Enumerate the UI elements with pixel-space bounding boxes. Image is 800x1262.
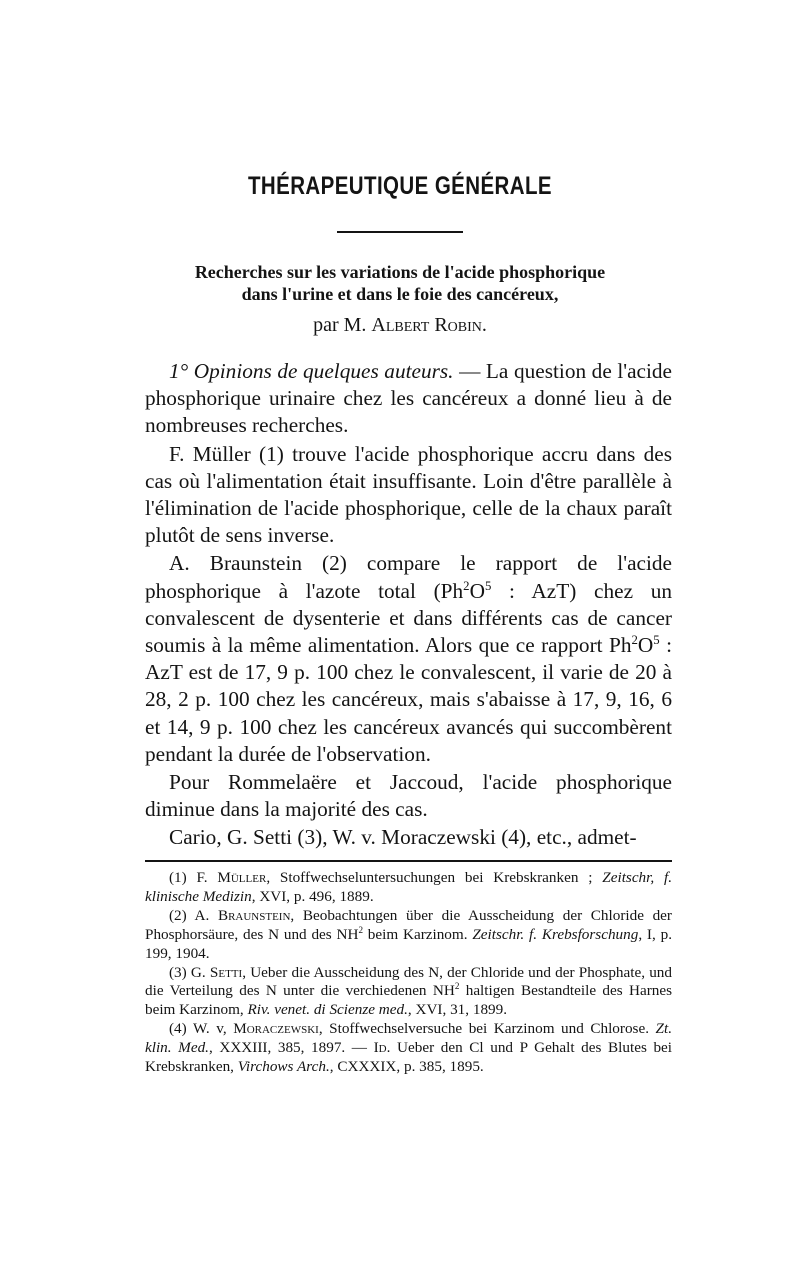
footnote-author: Setti — [209, 963, 243, 981]
footnote-journal: Zeitschr, f. klinische Medizin — [145, 869, 672, 905]
formula-subscript: 5 — [653, 632, 660, 647]
footnote-4: (4) W. v, Moraczewski, Stoffwechselversuche bei Karzinom und Chlorose. Zt. klin. Med., XXXIII, 385, 1897. — Id. Ueber den Cl und P Gehalt des Blutes bei Krebskranken, Virchows Arch., CXXXIX, p. 385, 1895. — [145, 1020, 673, 1076]
paragraph-5: Cario, G. Setti (3), W. v. Moraczewski (4), etc., admet- — [169, 825, 637, 850]
formula-subscript: 2 — [463, 578, 470, 593]
byline-prefix: par M. — [313, 314, 367, 336]
article-title-line-2: dans l'urine et dans le foie des cancéreux, — [241, 284, 559, 304]
header-rule — [337, 231, 463, 233]
paragraph-3-part-d: O — [637, 633, 654, 658]
paragraph-1 — [145, 358, 672, 440]
footnote-journal: Zt. klin. Med. — [145, 1020, 673, 1057]
footnote-3: (3) G. Setti, Ueber die Ausscheidung des N, der Chloride und der Phosphate, und die Verteilung des N unter die verchiedenen $NH^2$ haltigen Bestandteile des Harnes beim Karzinom, Riv. venet. di Scienze med., XVI, 31, 1899. — [145, 963, 672, 1019]
footnote-journal: Zeitschr. f. Krebsforschung — [472, 925, 639, 943]
paragraph-3-part-a: A. Braunstein (2) compare le rapport de l'acide phosphorique à l'azote total (Ph — [145, 551, 672, 603]
section-heading: 1° Opinions de quelques auteurs. — [169, 359, 454, 383]
author-name: Albert Robin. — [371, 314, 487, 336]
footnotes — [145, 869, 672, 1077]
page-header: THÉRAPEUTIQUE GÉNÉRALE — [247, 172, 553, 200]
footnote-author: Müller — [217, 869, 267, 886]
body-text — [145, 358, 672, 852]
footnote-1: (1) F. Müller, Stoffwechseluntersuchungen bei Krebskranken ; Zeitschr, f. klinische Medizin, XVI, p. 496, 1889. — [145, 869, 672, 905]
formula-subscript: 5 — [484, 578, 492, 593]
paragraph-1-text: — La question de l'acide phosphorique urinaire chez les cancéreux a donné lieu à de nombreuses recherches. — [145, 359, 673, 438]
footnote-journal: Riv. venet. di Scienze med. — [247, 1001, 408, 1019]
footnote-2: (2) A. Braunstein, Beobachtungen über die Ausscheidung der Chloride der Phosphorsäure, des N und des $NH^2$ beim Karzinom. Zeitschr. f. Krebsforschung, I, p. 199, 1904. — [145, 906, 672, 962]
footnote-journal: Virchows Arch. — [237, 1058, 330, 1076]
paragraph-3-part-c: : AzT) chez un convalescent de dysenterie et dans différents cas de cancer soumis à la même alimentation. Alors que ce rapport Ph — [145, 578, 672, 658]
footnote-rule — [145, 860, 672, 862]
paragraph-3-part-e: : AzT est de 17, 9 p. 100 chez le convalescent, il varie de 20 à 28, 2 p. 100 chez les cancéreux, mais s'abaisse à 17, 9, 16, 6 et 14, 9 p. 100 chez les cancéreux avancés qui succombèrent pendant la durée de l'observation. — [145, 633, 672, 766]
article-title-line-1: Recherches sur les variations de l'acide phosphorique — [194, 262, 606, 282]
byline — [0, 314, 800, 337]
formula-subscript: 2 — [631, 632, 638, 647]
footnote-author: Moraczewski — [233, 1020, 319, 1038]
footnote-ibid: Id. — [373, 1039, 391, 1057]
paragraph-3-part-b: O — [469, 578, 485, 603]
footnote-author: Braunstein — [217, 906, 291, 924]
paragraph-3 — [145, 550, 672, 768]
paragraph-4: Pour Rommelaëre et Jaccoud, l'acide phosphorique diminue dans la majorité des cas. — [145, 770, 672, 822]
paragraph-2: F. Müller (1) trouve l'acide phosphorique accru dans des cas où l'alimentation était insuffisante. Loin d'être parallèle à l'élimination de l'acide phosphorique, celle de la chaux paraît plutôt de sens inverse. — [145, 441, 672, 548]
